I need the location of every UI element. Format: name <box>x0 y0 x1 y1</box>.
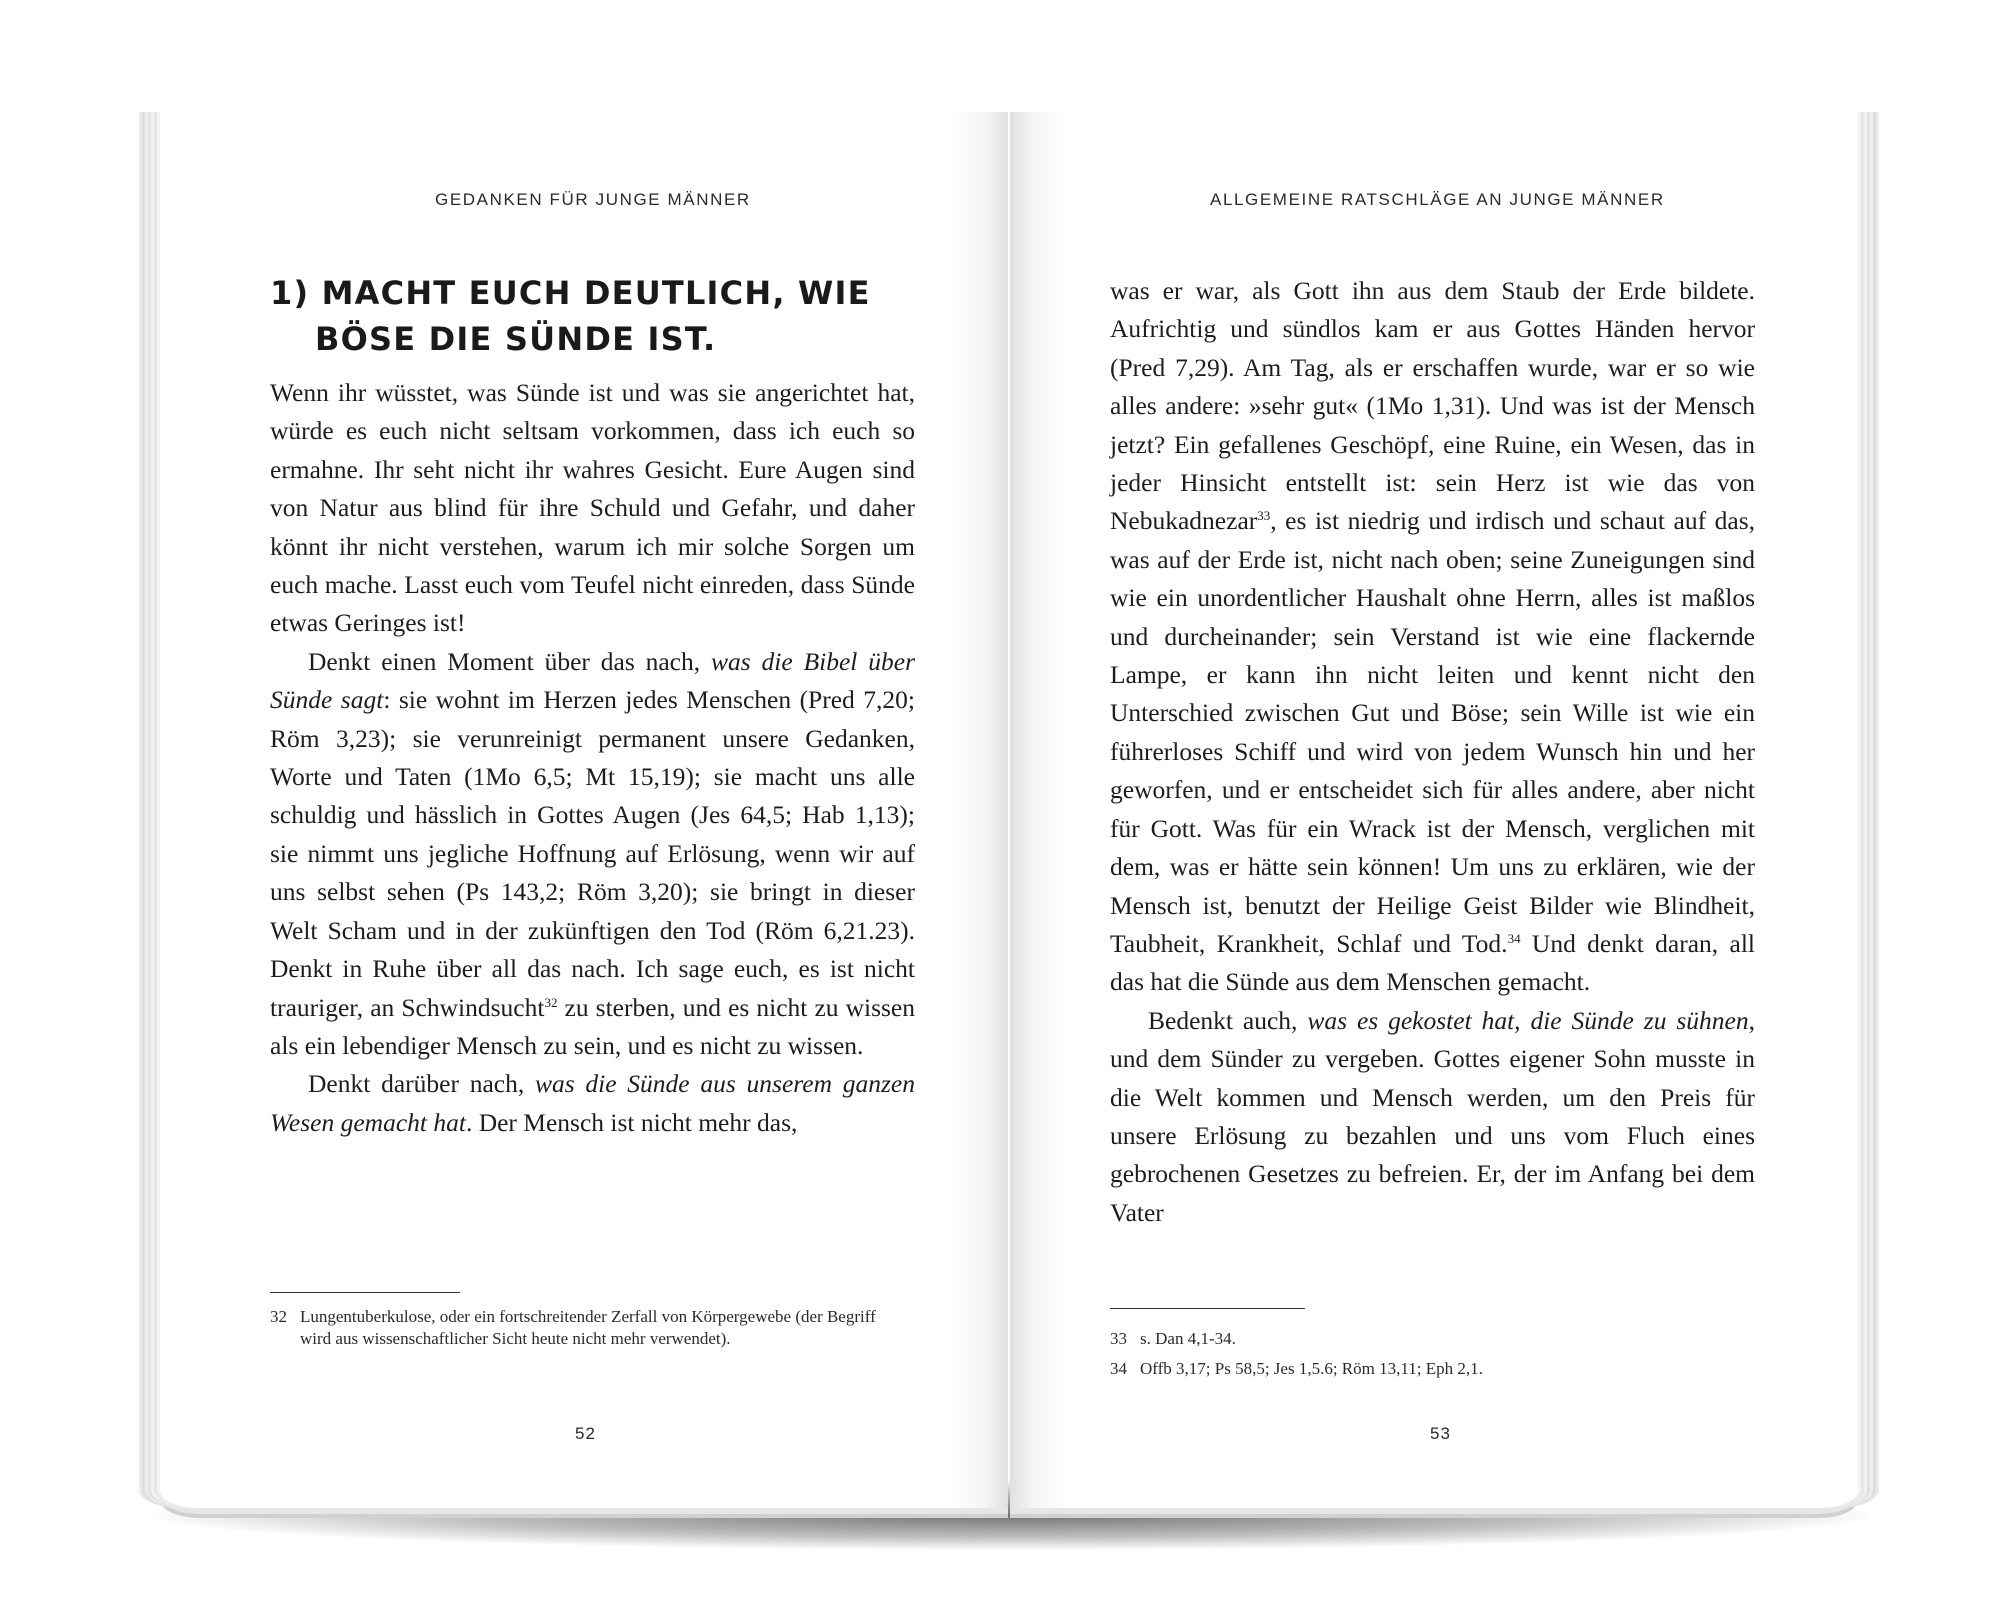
paragraph <box>270 1065 915 1142</box>
footnote <box>270 1306 900 1350</box>
paragraph <box>1110 1002 1755 1232</box>
body-text <box>1110 272 1755 1232</box>
paragraph-text: , und dem Sünder zu vergeben. Gottes eigener Sohn musste in die Welt kommen und Mensch werden, um den Preis für unsere Erlösung zu bezahlen und uns vom Fluch eines gebrochenen Gesetzes zu befreien. Er, der im Anfang bei dem Vater <box>1110 1005 1755 1227</box>
paragraph-text: was er war, als Gott ihn aus dem Staub der Erde bildete. Aufrichtig und sündlos kam er aus Gottes Händen hervor (Pred 7,29). Am Tag, als er erschaffen wurde, war er so wie alles andere: »sehr gut« (1Mo 1,31). Und was ist der Mensch jetzt? Ein gefallenes Geschöpf, eine Ruine, ein Wesen, das in jeder Hinsicht entstellt ist: sein Herz ist wie das von Nebukadnezar <box>1110 276 1755 536</box>
paragraph-text: , es ist niedrig und irdisch und schaut auf das, was auf der Erde ist, nicht nach oben; seine Zuneigungen sind wie ein unordentlicher Haushalt ohne Herrn, alles ist maßlos und durcheinander; sein Verstand ist wie eine flackernde Lampe, er kann ihn nicht leiten und kennt nicht den Unterschied zwischen Gut und Böse; sein Wille ist wie ein führerloses Schiff und wird von jedem Wunsch hin und her geworfen, und er entscheidet sich für alles andere, aber nicht für Gott. Was für ein Wrack ist der Mensch, verglichen mit dem, was er hätte sein können! Um uns zu erklären, wie der Mensch ist, benutzt der Heilige Geist Bilder wie Blindheit, Taubheit, Krankheit, Schlaf und Tod. <box>1110 506 1755 958</box>
right-page <box>1010 112 1858 1508</box>
emphasis-text: was die Sünde aus unserem ganzen Wesen gemacht hat <box>270 1069 915 1137</box>
paragraph <box>1110 272 1755 1002</box>
paragraph <box>270 643 915 1065</box>
footnote-marker: 33 <box>1257 508 1271 524</box>
footnote <box>1110 1358 1740 1380</box>
footnote-number: 32 <box>270 1307 287 1326</box>
running-head: GEDANKEN FÜR JUNGE MÄNNER <box>435 190 751 209</box>
gutter-shade <box>1010 112 1070 1508</box>
footnote-number: 34 <box>1110 1359 1127 1378</box>
page-number: 53 <box>1430 1424 1451 1443</box>
emphasis-text: was es gekostet hat, die Sünde zu sühnen <box>1307 1005 1749 1035</box>
body-text <box>270 374 915 1142</box>
footnote-rule <box>1110 1308 1305 1309</box>
footnote-text: Offb 3,17; Ps 58,5; Jes 1,5.6; Röm 13,11; Eph 2,1. <box>1140 1359 1483 1378</box>
left-page <box>160 112 1008 1508</box>
footnote <box>1110 1328 1740 1350</box>
footnotes <box>270 1306 900 1358</box>
emphasis-text: was die Bibel über Sünde sagt <box>270 646 916 715</box>
paragraph-text: Denkt darüber nach, <box>308 1069 535 1099</box>
footnotes <box>1110 1328 1740 1388</box>
paragraph-text: Denkt einen Moment über das nach, <box>308 646 711 676</box>
paragraph <box>270 374 915 643</box>
footnote-marker: 34 <box>1507 930 1521 946</box>
footnote-text: Lungentuberkulose, oder ein fortschreitender Zerfall von Körpergewebe (der Begriff wird aus wissenschaftlicher Sicht heute nicht mehr verwendet). <box>300 1307 876 1348</box>
paragraph-text: Und denkt daran, all das hat die Sünde aus dem Menschen gemacht. <box>1110 928 1756 997</box>
paragraph-text: Wenn ihr wüsstet, was Sünde ist und was sie angerichtet hat, würde es euch nicht seltsam vorkommen, dass ich euch so ermahne. Ihr seht nicht ihr wahres Gesicht. Eure Augen sind von Natur aus blind für ihre Schuld und Gefahr, und daher könnt ihr nicht verstehen, warum ich mir solche Sorgen um euch mache. Lasst euch vom Teufel nicht einreden, dass Sünde etwas Geringes ist! <box>270 378 915 638</box>
paragraph-text: Bedenkt auch, <box>1148 1005 1308 1035</box>
paragraph-text: : sie wohnt im Herzen jedes Menschen (Pred 7,20; Röm 3,23); sie verunreinigt permanent unsere Gedanken, Worte und Taten (1Mo 6,5; Mt 15,19); sie macht uns alle schuldig und hässlich in Gottes Augen (Jes 64,5; Hab 1,13); sie nimmt uns jegliche Hoffnung auf Erlösung, wenn wir auf uns selbst sehen (Ps 143,2; Röm 3,20); sie bringt in dieser Welt Scham und in der zukünftigen den Tod (Röm 6,21.23). Denkt in Ruhe über all das nach. Ich sage euch, es ist nicht trauriger, an Schwindsucht <box>270 685 915 1022</box>
running-head: ALLGEMEINE RATSCHLÄGE AN JUNGE MÄNNER <box>1210 190 1665 209</box>
paragraph-text: zu sterben, und es nicht zu wissen als ein lebendiger Mensch zu sein, und es nicht zu wissen. <box>270 992 916 1060</box>
paragraph-text: . Der Mensch ist nicht mehr das, <box>465 1107 798 1137</box>
footnote-text: s. Dan 4,1-34. <box>1140 1329 1236 1348</box>
footnote-number: 33 <box>1110 1329 1127 1348</box>
chapter-heading: 1) MACHT EUCH DEUTLICH, WIE BÖSE DIE SÜNDE IST. <box>270 274 871 358</box>
footnote-rule <box>270 1292 460 1293</box>
page-number: 52 <box>575 1424 596 1443</box>
footnote-marker: 32 <box>544 994 558 1010</box>
